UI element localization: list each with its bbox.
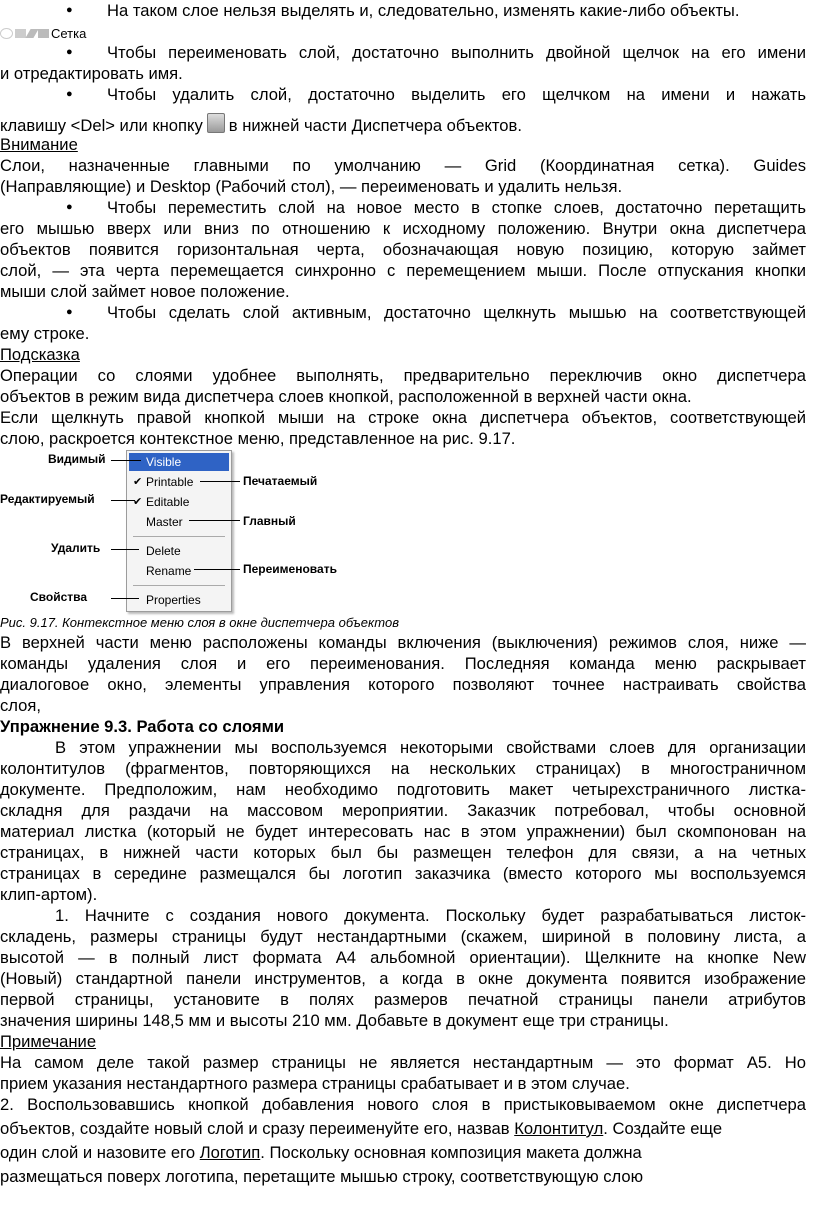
layer-name-header-footer: Колонтитул xyxy=(514,1119,604,1138)
text-line: (Направляющие) и Desktop (Рабочий стол), — переименовать и удалить нельзя. xyxy=(0,177,623,196)
text-line: материал листка (который не будет интересовать нас в этом упражнении) был скомпонован на xyxy=(0,822,806,841)
text-line: слой, — эта черта перемещается синхронно с перемещением мыши. После отпускания кнопки xyxy=(0,261,806,280)
text-line: Чтобы удалить слой, достаточно выделить его щелчком на имени и нажать xyxy=(107,85,806,104)
text-segment: один слой и назовите его xyxy=(0,1143,196,1162)
text-line: 2. Воспользовавшись кнопкой добавления нового слоя в пристыковываемом окне диспетчера xyxy=(0,1095,806,1114)
callout-printable: Печатаемый xyxy=(243,474,318,488)
callout-editable: Редактируемый xyxy=(0,492,95,506)
text-line: На таком слое нельзя выделять и, следовательно, изменять какие-либо объекты. xyxy=(107,1,740,20)
note-label-attention: Внимание xyxy=(0,135,78,154)
eye-icon xyxy=(0,28,13,39)
context-menu-figure xyxy=(0,447,380,612)
layer-row-grid xyxy=(0,24,86,42)
text-line: страницах, в нижней части которых был бы размещен телефон для связи, а на четных xyxy=(0,843,806,862)
callout-line xyxy=(111,549,139,550)
note-label-remark: Примечание xyxy=(0,1032,97,1051)
menu-item-editable[interactable] xyxy=(129,493,229,511)
text-line: размещаться поверх логотипа, перетащите мышью строку, соответствующую слою xyxy=(0,1167,644,1186)
check-icon: ✔ xyxy=(133,496,143,508)
text-line: прием указания нестандартного размера страницы срабатывает и в этом случае. xyxy=(0,1074,630,1093)
text-line: высотой — в полный лист формата А4 альбомной ориентации). Щелкните на кнопке New xyxy=(0,948,806,967)
callout-rename: Переименовать xyxy=(243,562,337,576)
text-segment: клавишу <Del> или кнопку xyxy=(0,116,203,135)
text-line: колонтитулов (фрагментов, повторяющихся на нескольких страницах) в многостраничном xyxy=(0,759,806,778)
menu-separator xyxy=(133,536,225,537)
text-line: В этом упражнении мы воспользуемся некоторыми свойствами слоев для организации xyxy=(55,738,806,757)
callout-line xyxy=(111,598,139,599)
trash-icon xyxy=(207,113,225,133)
callout-line xyxy=(111,500,135,501)
bullet: ● xyxy=(66,4,73,16)
layer-name: Сетка xyxy=(51,25,87,41)
text-line: первой страницы, установите в полях размеров печатной страницы панели атрибутов xyxy=(0,990,806,1009)
menu-item-rename[interactable]: Rename xyxy=(146,564,192,578)
text-line: Операции со слоями удобнее выполнять, предварительно переключив окно диспетчера xyxy=(0,366,806,385)
text-line: объектов в режим вида диспетчера слоев кнопкой, расположенной в верхней части окна. xyxy=(0,387,692,406)
text-line xyxy=(0,113,806,136)
text-line: складня для раздачи на массовом мероприятии. Заказчик потребовал, чтобы основной xyxy=(0,801,806,820)
layer-name-logo: Логотип xyxy=(199,1143,261,1162)
menu-item-master[interactable]: Master xyxy=(146,515,183,529)
bullet: ● xyxy=(66,201,73,213)
text-line: его мышью вверх или вниз по отношению к исходному положению. Внутри окна диспетчера xyxy=(0,219,806,238)
text-line: объектов появится горизонтальная черта, обозначающая новую позицию, которую займет xyxy=(0,240,806,259)
bullet: ● xyxy=(66,306,73,318)
text-line: мыши слой займет новое положение. xyxy=(0,282,290,301)
text-line xyxy=(0,1142,806,1163)
text-line: слоя, xyxy=(0,696,41,715)
menu-item-properties[interactable]: Properties xyxy=(146,593,201,607)
section-heading: Упражнение 9.3. Работа со слоями xyxy=(0,717,285,736)
text-line: На самом деле такой размер страницы не является нестандартным — это формат А5. Но xyxy=(0,1053,806,1072)
note-label-hint: Подсказка xyxy=(0,345,80,364)
callout-delete: Удалить xyxy=(51,541,101,555)
text-line: В верхней части меню расположены команды включения (выключения) режимов слоя, ниже — xyxy=(0,633,806,652)
printer-icon xyxy=(15,29,26,38)
text-line: (Новый) стандартной панели инструментов, а когда в окне документа появится изображение xyxy=(0,969,806,988)
menu-item-printable[interactable] xyxy=(129,473,229,491)
check-icon: ✔ xyxy=(133,476,143,488)
text-line: Слои, назначенные главными по умолчанию — Grid (Координатная сетка). Guides xyxy=(0,156,806,175)
bullet: ● xyxy=(66,46,73,58)
pencil-icon xyxy=(25,29,38,38)
callout-visible: Видимый xyxy=(48,452,106,466)
menu-item-label: Editable xyxy=(146,495,190,509)
menu-item-visible[interactable]: Visible xyxy=(129,453,229,471)
callout-line xyxy=(194,569,240,570)
text-line: складень, размеры страницы будут нестандартными (скажем, шириной в половину листа, а xyxy=(0,927,806,946)
figure-caption: Рис. 9.17. Контекстное меню слоя в окне диспетчера объектов xyxy=(0,615,399,630)
text-line: Чтобы переименовать слой, достаточно выполнить двойной щелчок на его имени xyxy=(107,43,806,62)
text-line: команды удаления слоя и его переименования. Последняя команда меню раскрывает xyxy=(0,654,806,673)
text-line: клип-артом). xyxy=(0,885,98,904)
text-line: 1. Начните с создания нового документа. Поскольку будет разрабатываться листок- xyxy=(55,906,806,925)
menu-separator xyxy=(133,585,225,586)
menu-item-label: Printable xyxy=(146,475,194,489)
text-line: документе. Предположим, нам необходимо подготовить макет четырехстраничного листка- xyxy=(0,780,806,799)
text-line: ему строке. xyxy=(0,324,90,343)
text-segment: . Поскольку основная композиция макета должна xyxy=(260,1143,642,1162)
text-line: Чтобы переместить слой на новое место в стопке слоев, достаточно перетащить xyxy=(107,198,806,217)
text-line: слою, раскроется контекстное меню, представленное на рис. 9.17. xyxy=(0,429,516,448)
callout-line xyxy=(111,460,141,461)
text-line: значения ширины 148,5 мм и высоты 210 мм. Добавьте в документ еще три страницы. xyxy=(0,1011,669,1030)
text-segment: в нижней части Диспетчера объектов. xyxy=(228,116,522,135)
text-line: Если щелкнуть правой кнопкой мыши на строке окна диспетчера объектов, соответствующей xyxy=(0,408,806,427)
text-segment: объектов, создайте новый слой и сразу переименуйте его, назвав xyxy=(0,1119,510,1138)
text-line: диалоговое окно, элементы управления которого позволяют точнее настраивать свойства xyxy=(0,675,806,694)
text-line: и отредактировать имя. xyxy=(0,64,183,83)
callout-properties: Свойства xyxy=(30,590,88,604)
callout-line xyxy=(200,481,240,482)
menu-item-delete[interactable]: Delete xyxy=(146,544,181,558)
context-menu xyxy=(126,450,232,612)
text-segment: . Создайте еще xyxy=(603,1119,723,1138)
bullet: ● xyxy=(66,88,73,100)
callout-master: Главный xyxy=(243,514,296,528)
text-line xyxy=(0,1118,806,1139)
master-icon xyxy=(38,29,49,38)
text-line: страницах в середине размещался бы логотип заказчика (вместо которого мы воспользуемся xyxy=(0,864,806,883)
text-line: Чтобы сделать слой активным, достаточно щелкнуть мышью на соответствующей xyxy=(107,303,806,322)
callout-line xyxy=(189,520,240,521)
